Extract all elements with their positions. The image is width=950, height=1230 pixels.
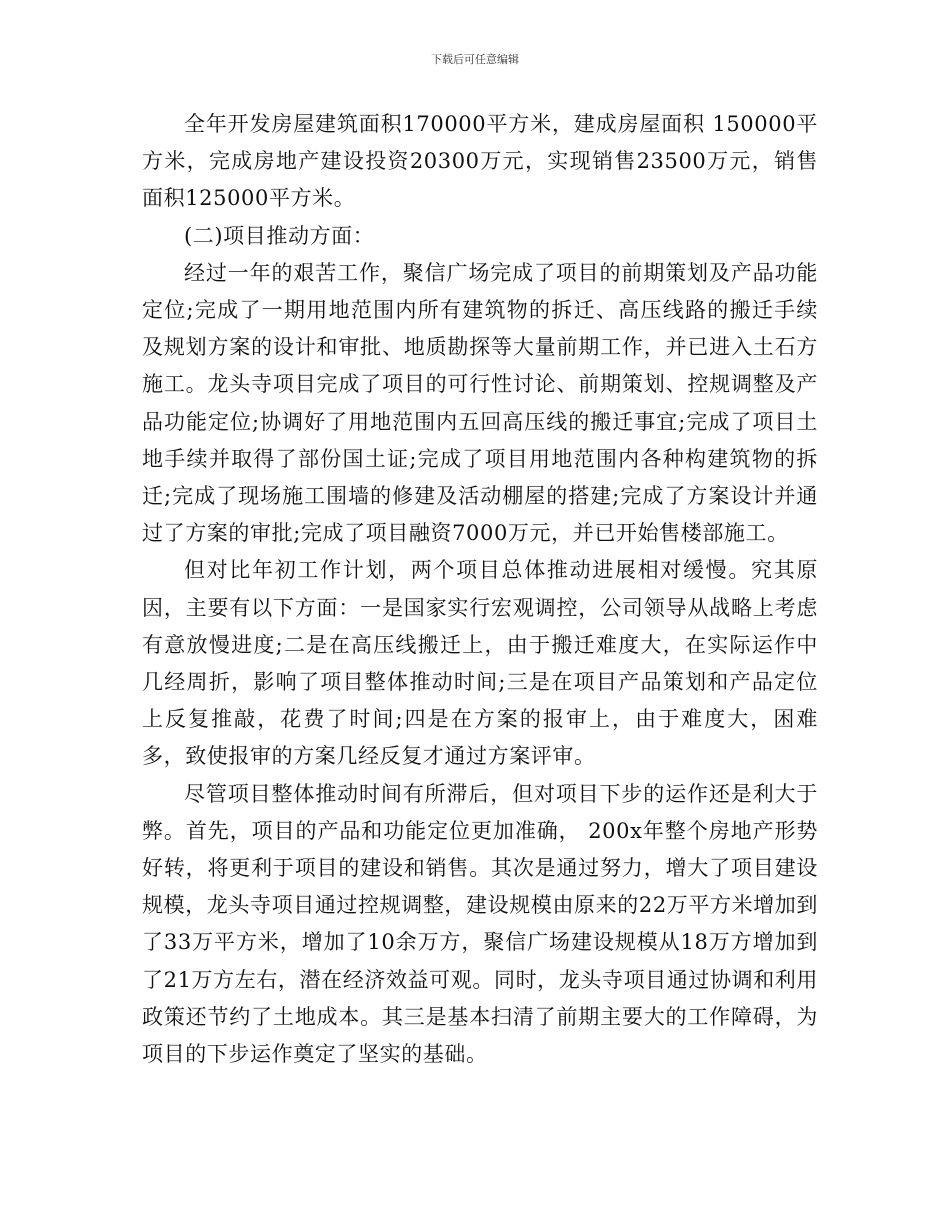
- paragraph-summary: 全年开发房屋建筑面积170000平方米，建成房屋面积 150000平方米，完成房地产建设投资20300万元，实现销售23500万元，销售面积125000平方米。: [142, 112, 818, 211]
- page-header: 下载后可任意编辑: [431, 53, 519, 66]
- paragraph-benefits: 尽管项目整体推动时间有所滞后，但对项目下步的运作还是利大于弊。首先，项目的产品和功能定位更加准确， 200x年整个房地产形势好转，将更利于项目的建设和销售。其次是通过努力，增大了项目建设规模，龙头寺项目通过控规调整，建设规模由原来的22万平方米增加到了33万平方米，增加了10余万方，聚信广场建设规模从18万方增加到了21万方左右，潜在经济效益可观。同时，龙头寺项目通过协调和利用政策还节约了土地成本。其三是基本扫清了前期主要大的工作障碍，为项目的下步运作奠定了坚实的基础。: [142, 781, 818, 1067]
- section-heading: (二)项目推动方面：: [184, 223, 375, 248]
- document-body: [142, 106, 818, 1073]
- paragraph-reasons: 但对比年初工作计划，两个项目总体推动进展相对缓慢。究其原因，主要有以下方面：一是国家实行宏观调控，公司领导从战略上考虑有意放慢进度;二是在高压线搬迁上，由于搬迁难度大，在实际运作中几经周折，影响了项目整体推动时间;三是在项目产品策划和产品定位上反复推敲，花费了时间;四是在方案的报审上，由于难度大，困难多，致使报审的方案几经反复才通过方案评审。: [142, 558, 818, 769]
- paragraph-progress: 经过一年的艰苦工作，聚信广场完成了项目的前期策划及产品功能定位;完成了一期用地范围内所有建筑物的拆迁、高压线路的搬迁手续及规划方案的设计和审批、地质勘探等大量前期工作，并已进入土石方施工。龙头寺项目完成了项目的可行性讨论、前期策划、控规调整及产品功能定位;协调好了用地范围内五回高压线的搬迁事宜;完成了项目土地手续并取得了部份国土证;完成了项目用地范围内各种构建筑物的拆迁;完成了现场施工围墙的修建及活动棚屋的搭建;完成了方案设计并通过了方案的审批;完成了项目融资7000万元，并已开始售楼部施工。: [142, 260, 818, 546]
